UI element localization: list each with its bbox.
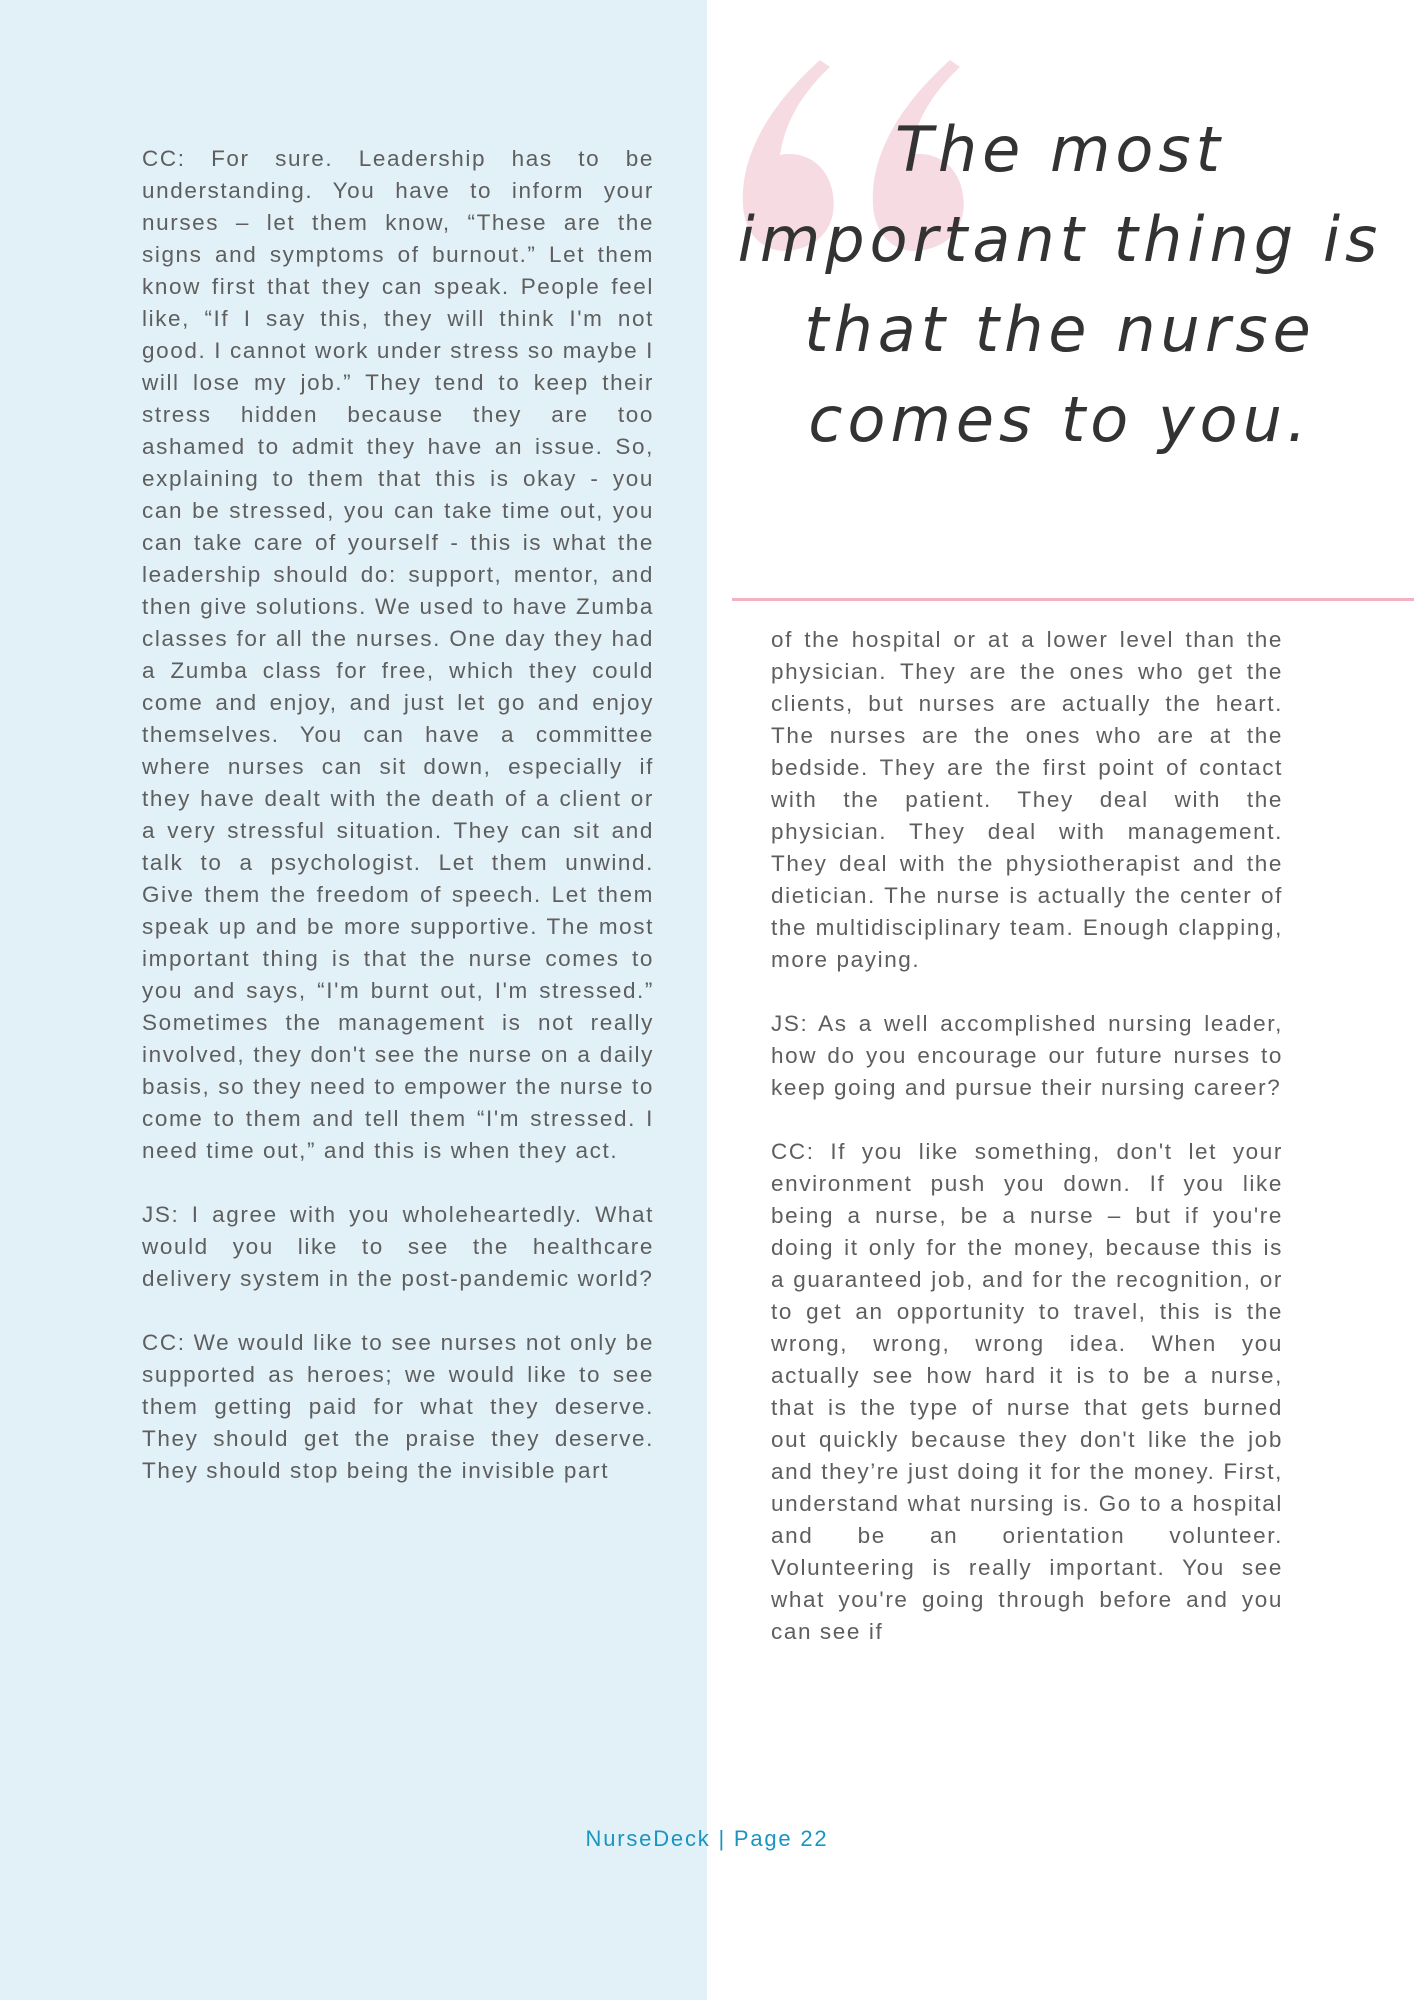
paragraph: JS: I agree with you wholeheartedly. What would you like to see the healthcare delivery system in the post-pandemic world? bbox=[142, 1202, 654, 1291]
paragraph: CC: If you like something, don't let your environment push you down. If you like being a nurse, be a nurse – but if you're doing it only for the money, because this is a guaranteed job, and for the recognition, or to get an opportunity to travel, this is the wrong, wrong, wrong idea. When you actually see how hard it is to be a nurse, that is the type of nurse that gets burned out quickly because they don't like the job and they’re just doing it for the money. First, understand what nursing is. Go to a hospital and be an orientation volunteer. Volunteering is really important. You see what you're going through before and you can see if bbox=[771, 1139, 1283, 1644]
divider bbox=[732, 598, 1414, 601]
pull-quote: The most important thing is that the nurse comes to you. bbox=[737, 113, 1383, 456]
paragraph: of the hospital or at a lower level than the physician. They are the ones who get the clients, but nurses are actually the heart. The nurses are the ones who are at the bedside. They are the first point of contact with the patient. They deal with the physician. They deal with management. They deal with the physiotherapist and the dietician. The nurse is actually the center of the multidisciplinary team. Enough clapping, more paying. bbox=[771, 627, 1283, 972]
paragraph: CC: We would like to see nurses not only be supported as heroes; we would like to see them getting paid for what they deserve. They should get the praise they deserve. They should stop being the invisible part bbox=[142, 1330, 654, 1483]
paragraph: CC: For sure. Leadership has to be understanding. You have to inform your nurses – let them know, “These are the signs and symptoms of burnout.” Let them know first that they can speak. People feel like, “If I say this, they will think I'm not good. I cannot work under stress so maybe I will lose my job.” They tend to keep their stress hidden because they are too ashamed to admit they have an issue. So, explaining to them that this is okay - you can be stressed, you can take time out, you can take care of yourself - this is what the leadership should do: support, mentor, and then give solutions. We used to have Zumba classes for all the nurses. One day they had a Zumba class for free, which they could come and enjoy, and just let go and enjoy themselves. You can have a committee where nurses can sit down, especially if they have dealt with the death of a client or a very stressful situation. They can sit and talk to a psychologist. Let them unwind. Give them the freedom of speech. Let them speak up and be more supportive. The most important thing is that the nurse comes to you and says, “I'm burnt out, I'm stressed.” Sometimes the management is not really involved, they don't see the nurse on a daily basis, so they need to empower the nurse to come to them and tell them “I'm stressed. I need time out,” and this is when they act. bbox=[142, 146, 654, 1163]
page-footer: NurseDeck | Page 22 bbox=[585, 1826, 829, 1851]
paragraph: JS: As a well accomplished nursing leader, how do you encourage our future nurses to keep going and pursue their nursing career? bbox=[771, 1011, 1283, 1100]
right-text-column bbox=[771, 624, 1283, 1680]
left-text-column bbox=[142, 143, 654, 1519]
